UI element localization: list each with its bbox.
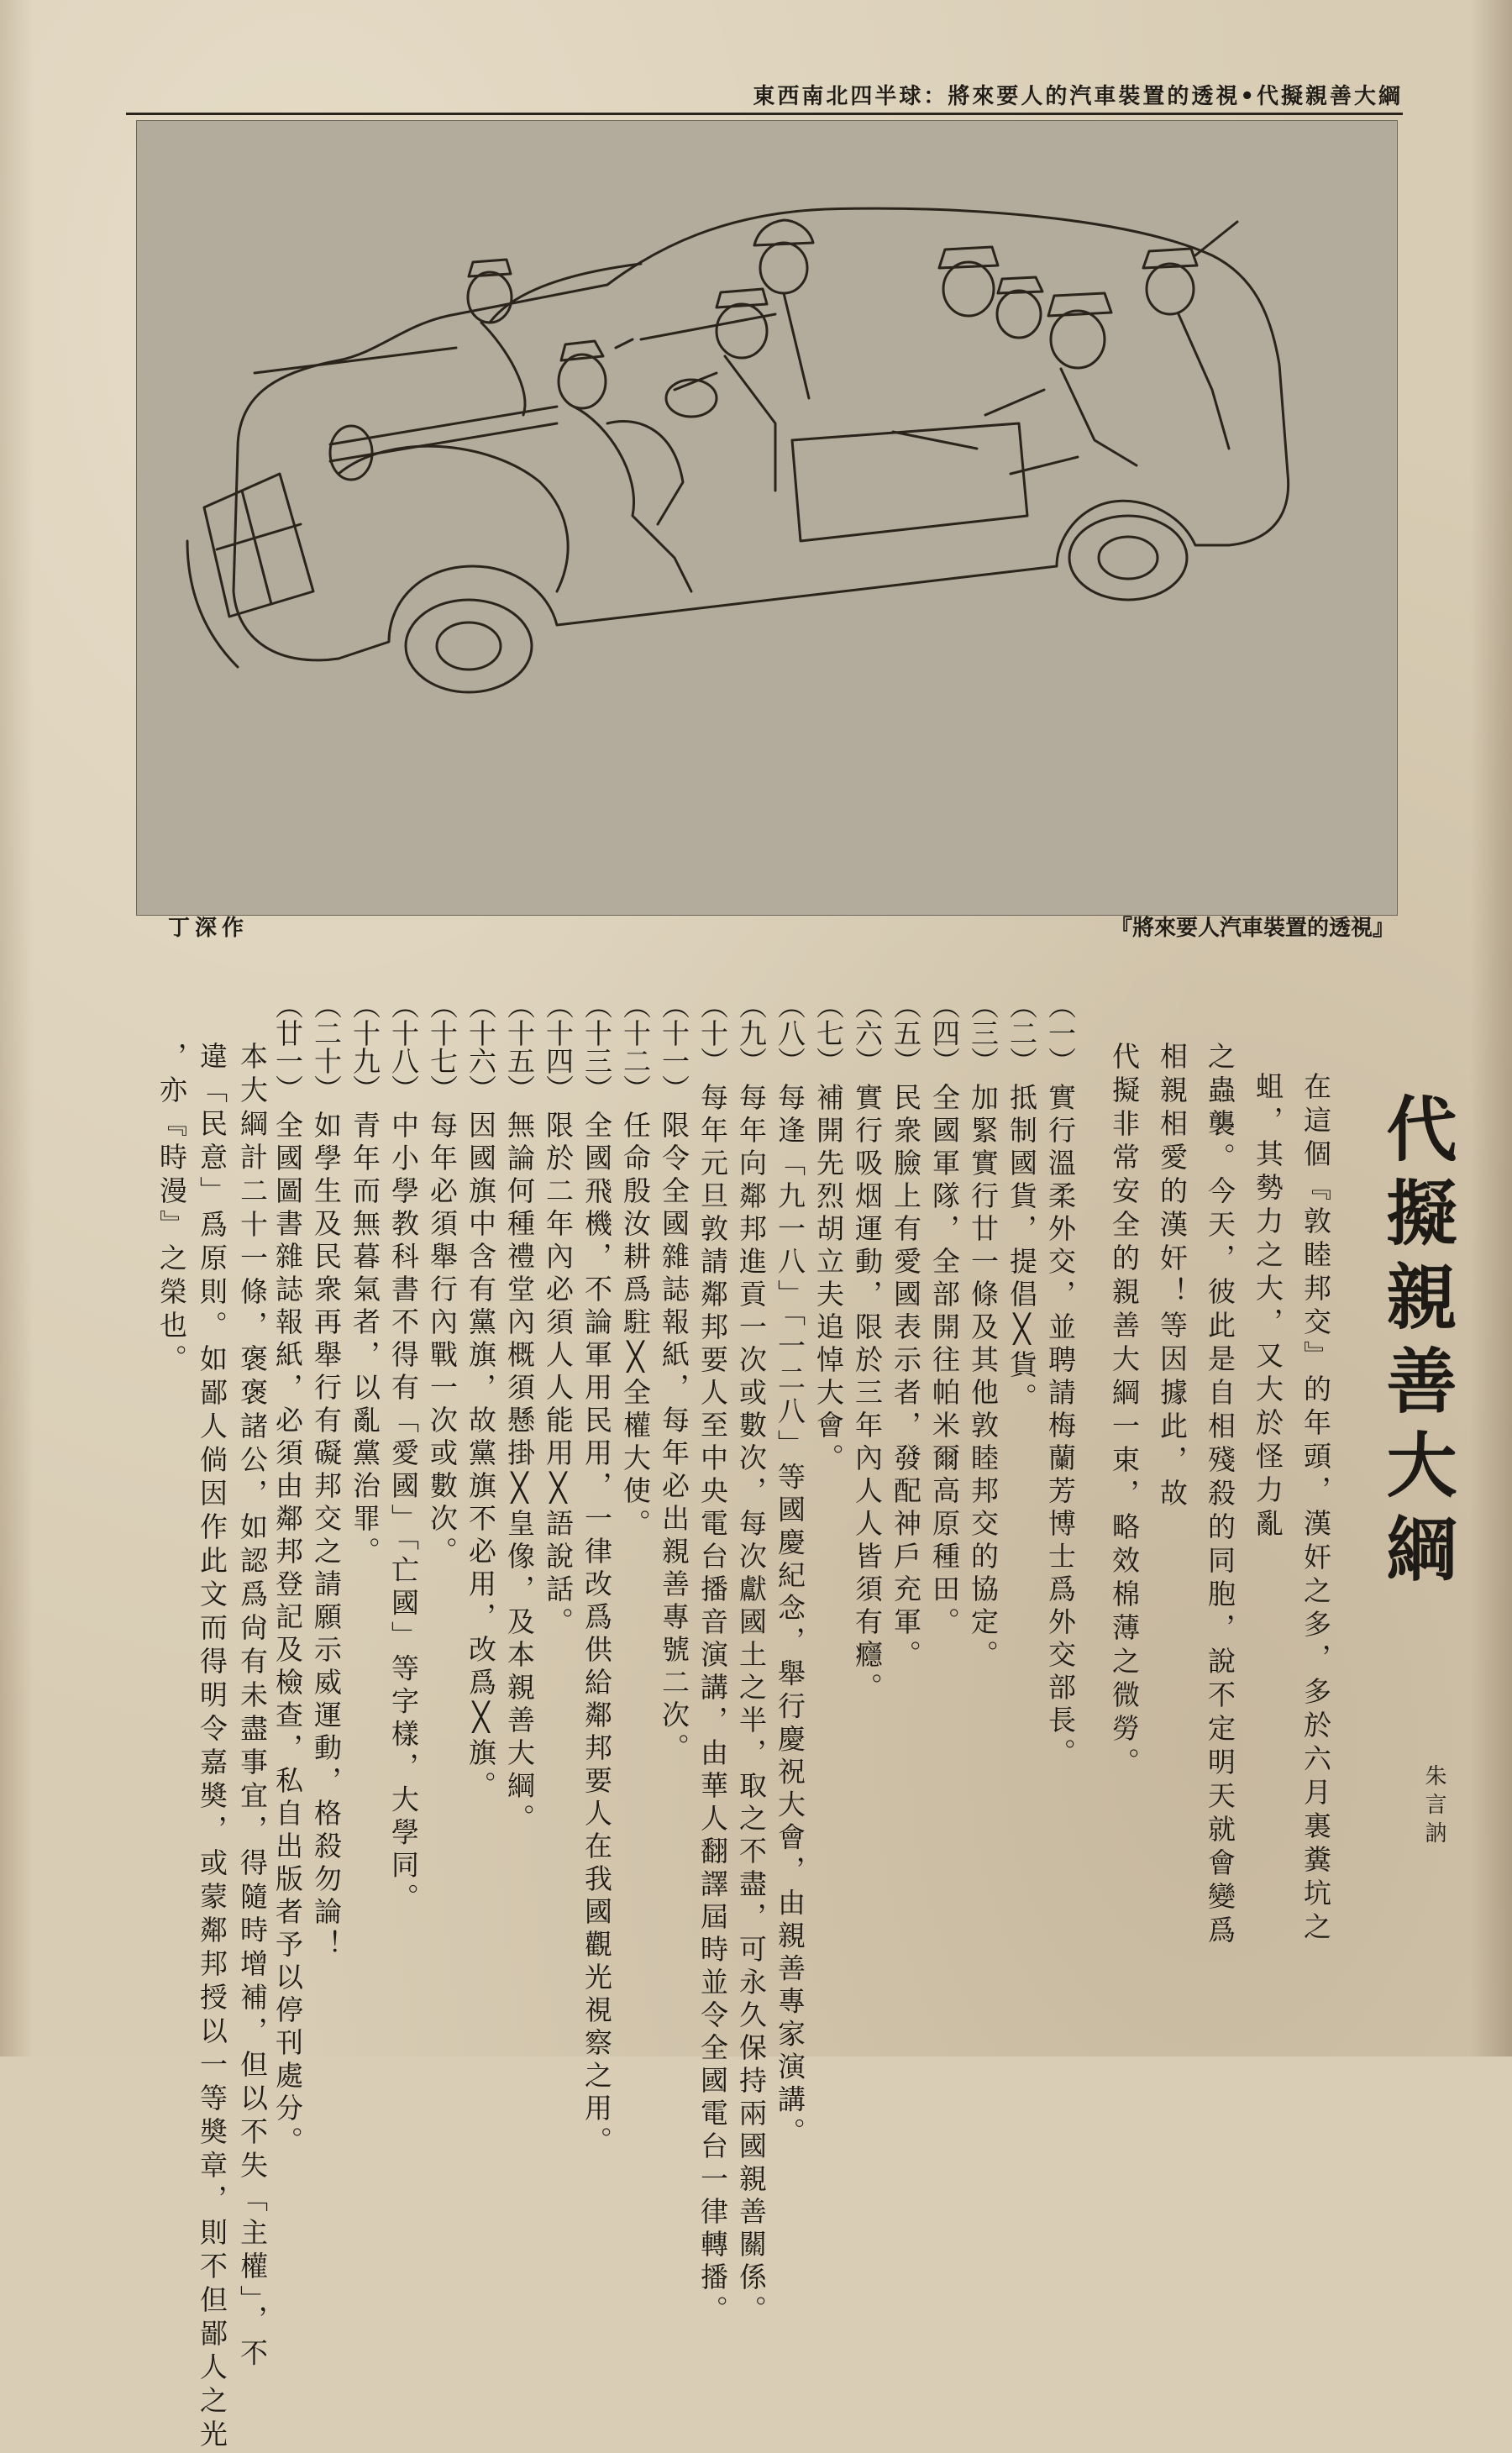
article-title: 代擬親善大綱 [1375, 1092, 1458, 1596]
outline-item: （一）實行溫柔外交，並聘請梅蘭芳博士爲外交部長。 [1044, 991, 1077, 1771]
pistol [616, 339, 633, 348]
rear-gun [1195, 222, 1237, 255]
rifle [255, 348, 456, 373]
outline-item: （十六）因國旗中含有黨旗，故黨旗不必用，改爲╳旗。 [465, 991, 497, 1804]
passenger-head-3 [1147, 264, 1194, 314]
closing-line-3: ，亦『時漫』之榮也。 [155, 1042, 188, 1378]
outline-item: （十八）中小學教科書不得有「愛國」「亡國」等字樣，大學同。 [387, 991, 420, 1916]
cannon-barrel-end [330, 426, 372, 480]
outline-item: （十五）無論何種禮堂內概須懸掛╳皇像，及本親善大綱。 [503, 991, 536, 1836]
outline-item: （二十）如學生及民衆再舉行有礙邦交之請願示威運動，格殺勿論！ [310, 991, 343, 1962]
illustration-artist: 丁深作 [168, 916, 249, 941]
closing-line-2: 違「民意」爲原則。如鄙人倘因作此文而得明令嘉奬，或蒙鄰邦授以一等奬章，則不但鄙人之光 [196, 1042, 228, 2453]
gunner-head [559, 355, 606, 408]
rifle-gunner-head [468, 272, 512, 323]
outline-item: （十四）限於二年內必須人人能用╳語說話。 [542, 991, 575, 1640]
closing-line-1: 本大綱計二十一條，褒褒諸公，如認爲尙有未盡事宜，得隨時增補，但以不失「主權」，不 [236, 1042, 269, 2372]
cartoon-illustration [136, 120, 1398, 916]
front-wheel [406, 600, 532, 692]
outline-item: （五）民衆臉上有愛國表示者，發配神戶充軍。 [890, 991, 922, 1673]
driver-head [717, 304, 767, 358]
steering-wheel [666, 380, 717, 417]
outline-item: （九）每年向鄰邦進貢一次或數次，每次獻國土之半，取之不盡，可永久保持兩國親善關係。 [735, 991, 768, 2328]
intro-line-2: 之蟲襲。今天，彼此是自相殘殺的同胞，說不定明天就會變爲相親相愛的漢奸！等因據此，故 [1156, 1042, 1236, 1949]
outline-item: （廿一）全國圖書雜誌報紙，必須由鄰邦登記及檢查，私自出版者予以停刊處分。 [271, 991, 304, 2159]
passenger-head-2 [1051, 311, 1105, 368]
rear-wheel [1069, 516, 1187, 600]
outline-items [265, 991, 1077, 2328]
header-rule [126, 113, 1403, 115]
intro-line-3: 代擬非常安全的親善大綱一束，略效棉薄之微勞。 [1108, 1042, 1141, 1781]
officer-head [760, 243, 807, 293]
car-cartoon [137, 121, 1397, 915]
outline-item: （三）加緊實行廿一條及其他敦睦邦交的協定。 [967, 991, 1000, 1673]
front-fender [339, 446, 568, 591]
grille [204, 474, 313, 617]
outline-item: （十九）青年而無暮氣者，以亂黨治罪。 [349, 991, 381, 1569]
outline-item: （十一）限令全國雜誌報紙，每年必出親善專號二次。 [658, 991, 690, 1766]
outline-item: （十三）全國飛機，不論軍用民用，一律改爲供給鄰邦要人在我國觀光視察之用。 [580, 991, 613, 2159]
outline-item: （七）補開先烈胡立夫追悼大會。 [812, 991, 845, 1476]
outline-item: （十二）任命殷汝耕爲駐╳全權大使。 [619, 991, 652, 1542]
outline-item: （六）實行吸烟運動，限於三年內人人皆須有癮。 [851, 991, 884, 1705]
passenger-head-4 [997, 291, 1041, 338]
header-text: 東西南北四半球：將來要人的汽車裝置的透視•代擬親善大綱 [753, 83, 1403, 109]
outline-item: （八）每逢「九一八」「一二八」等國慶紀念，舉行慶祝大會，由親善專家演講。 [774, 991, 806, 2151]
outline-item: （十七）每年必須舉行內戰一次或數次。 [426, 991, 459, 1569]
front-seat [607, 422, 683, 524]
rear-seat [792, 423, 1027, 541]
outline-item: （二）抵制國貨，提倡╳貨。 [1005, 991, 1038, 1416]
intro-line-1: 在這個『敦睦邦交』的年頭，漢奸之多，多於六月裏糞坑之蛆，其勢力之大，又大於怪力亂 [1252, 1072, 1332, 1946]
outline-item: （四）全國軍隊，全部開往帕米爾高原種田。 [928, 991, 961, 1640]
passenger-head-1 [943, 262, 994, 316]
article-author: 朱言訥 [1421, 1764, 1446, 1850]
illustration-caption: 『將來要人汽車裝置的透視』 [1110, 916, 1394, 941]
outline-item: （十）每年元旦敦請鄰邦要人至中央電台播音演講，由華人翻譯屆時並令全國電台一律轉播。 [696, 991, 729, 2328]
bumper [187, 541, 238, 667]
article-closing [148, 1042, 269, 2453]
article-intro [1100, 1042, 1340, 1957]
running-header [126, 77, 1403, 111]
